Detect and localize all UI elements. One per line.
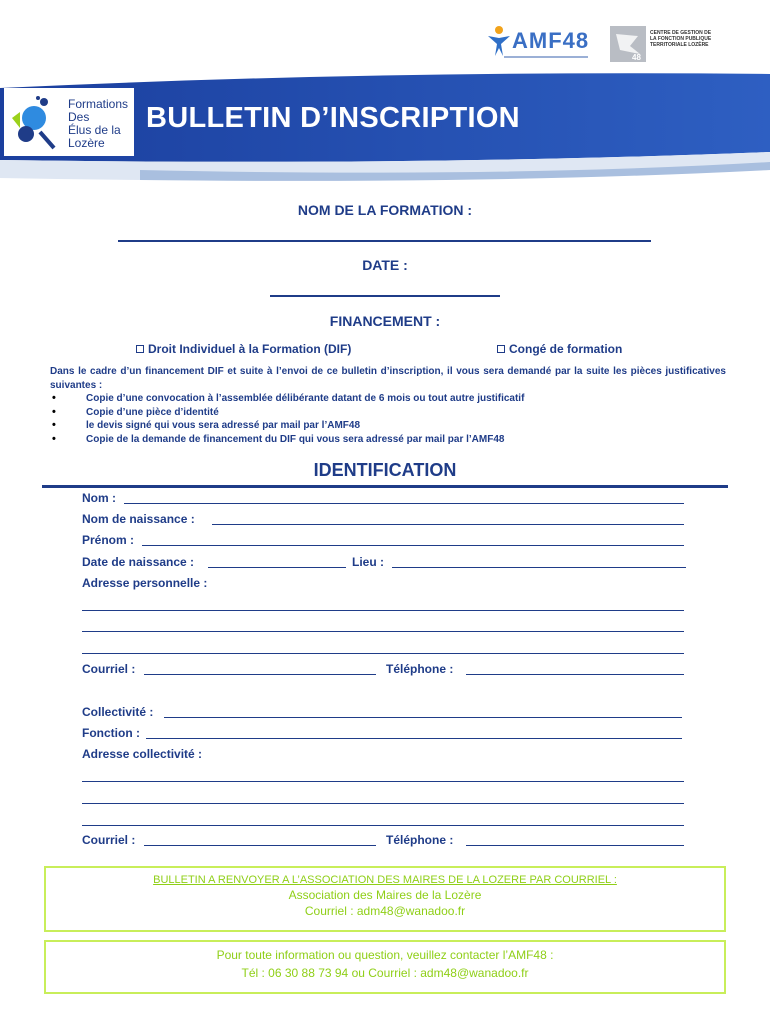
- prenom-label: Prénom :: [82, 533, 135, 547]
- collectivite-label: Collectivité :: [82, 705, 154, 719]
- telephone-coll-label: Téléphone :: [386, 833, 454, 847]
- cdg-mark-icon: [610, 26, 646, 62]
- amf-logo-text: AMF48: [512, 28, 590, 53]
- adresse-collectivite-line-2[interactable]: [82, 803, 684, 804]
- page-title: BULLETIN D’INSCRIPTION: [146, 102, 520, 134]
- telephone-perso-field[interactable]: [466, 674, 684, 675]
- identification-title: IDENTIFICATION: [313, 460, 457, 480]
- cdg-logo: [610, 26, 710, 62]
- cdg-logo-text: CENTRE DE GESTION DE LA FONCTION PUBLIQUE TERRITORIALE LOZÈRE: [650, 30, 712, 48]
- adresse-collectivite-line-3[interactable]: [82, 825, 684, 826]
- identification-divider: [42, 485, 728, 488]
- fonction-label: Fonction :: [82, 726, 140, 740]
- dif-checkbox[interactable]: [136, 345, 144, 353]
- date-line[interactable]: [270, 295, 500, 297]
- contact-details[interactable]: Tél : 06 30 88 73 94 ou Courriel : adm48@wanadoo.fr: [241, 966, 529, 980]
- date-label: DATE :: [362, 257, 408, 273]
- return-instructions-box: [44, 866, 726, 932]
- adresse-collectivite-label: Adresse collectivité :: [82, 747, 203, 761]
- conge-option-label: Congé de formation: [509, 342, 623, 356]
- courriel-coll-field[interactable]: [144, 845, 376, 846]
- nom-naissance-label: Nom de naissance :: [82, 512, 195, 526]
- amf48-logo: [486, 24, 598, 64]
- formation-name-label: NOM DE LA FORMATION :: [297, 202, 473, 218]
- contact-box: [44, 940, 726, 994]
- adresse-personnelle-line-1[interactable]: [82, 610, 684, 611]
- association-email[interactable]: Courriel : adm48@wanadoo.fr: [304, 904, 466, 918]
- lieu-field[interactable]: [392, 567, 686, 568]
- return-instructions-heading: BULLETIN A RENVOYER A L’ASSOCIATION DES MAIRES DE LA LOZERE PAR COURRIEL :: [153, 874, 617, 886]
- list-item: • Copie de la demande de financement du DIF qui vous sera adressé par mail par l’AMF48: [50, 433, 726, 447]
- formations-elus-logo: [4, 88, 134, 156]
- courriel-perso-label: Courriel :: [82, 662, 136, 676]
- contact-heading: Pour toute information ou question, veuillez contacter l’AMF48 :: [216, 948, 554, 962]
- financement-label: FINANCEMENT :: [329, 313, 441, 329]
- adresse-collectivite-line-1[interactable]: [82, 781, 684, 782]
- amf-logo-underline: [504, 56, 588, 58]
- list-item: • le devis signé qui vous sera adressé par mail par l’AMF48: [50, 419, 726, 433]
- dif-documents-list: [50, 392, 726, 446]
- dif-intro-text: Dans le cadre d’un financement DIF et suite à l’envoi de ce bulletin d’inscription, il vous sera demandé par la suite les pièces justificatives suivantes :: [50, 366, 726, 391]
- courriel-perso-field[interactable]: [144, 674, 376, 675]
- nom-naissance-field[interactable]: [212, 524, 684, 525]
- cdg-number: 48: [632, 53, 641, 62]
- telephone-coll-field[interactable]: [466, 845, 684, 846]
- prenom-field[interactable]: [142, 545, 684, 546]
- amf-figure-icon: [486, 24, 512, 58]
- lieu-label: Lieu :: [352, 555, 384, 569]
- telephone-perso-label: Téléphone :: [386, 662, 454, 676]
- dif-checkbox-option[interactable]: [136, 342, 351, 356]
- date-naissance-field[interactable]: [208, 567, 346, 568]
- conge-checkbox[interactable]: [497, 345, 505, 353]
- courriel-coll-label: Courriel :: [82, 833, 136, 847]
- fel-logo-text: Formations Des Élus de la Lozère: [68, 97, 129, 150]
- adresse-personnelle-label: Adresse personnelle :: [82, 576, 208, 590]
- dif-option-label: Droit Individuel à la Formation (DIF): [148, 342, 352, 356]
- nom-field[interactable]: [124, 503, 684, 504]
- association-name: Association des Maires de la Lozère: [288, 888, 482, 902]
- elus-figure-icon: [4, 88, 66, 156]
- list-item: • Copie d’une pièce d’identité: [50, 406, 726, 420]
- conge-checkbox-option[interactable]: [497, 342, 622, 356]
- nom-label: Nom :: [82, 491, 116, 505]
- formation-name-line[interactable]: [118, 240, 651, 242]
- collectivite-field[interactable]: [164, 717, 682, 718]
- date-naissance-label: Date de naissance :: [82, 555, 195, 569]
- adresse-personnelle-line-2[interactable]: [82, 631, 684, 632]
- fonction-field[interactable]: [146, 738, 682, 739]
- adresse-personnelle-line-3[interactable]: [82, 653, 684, 654]
- list-item: • Copie d’une convocation à l’assemblée délibérante datant de 6 mois ou tout autre justificatif: [50, 392, 726, 406]
